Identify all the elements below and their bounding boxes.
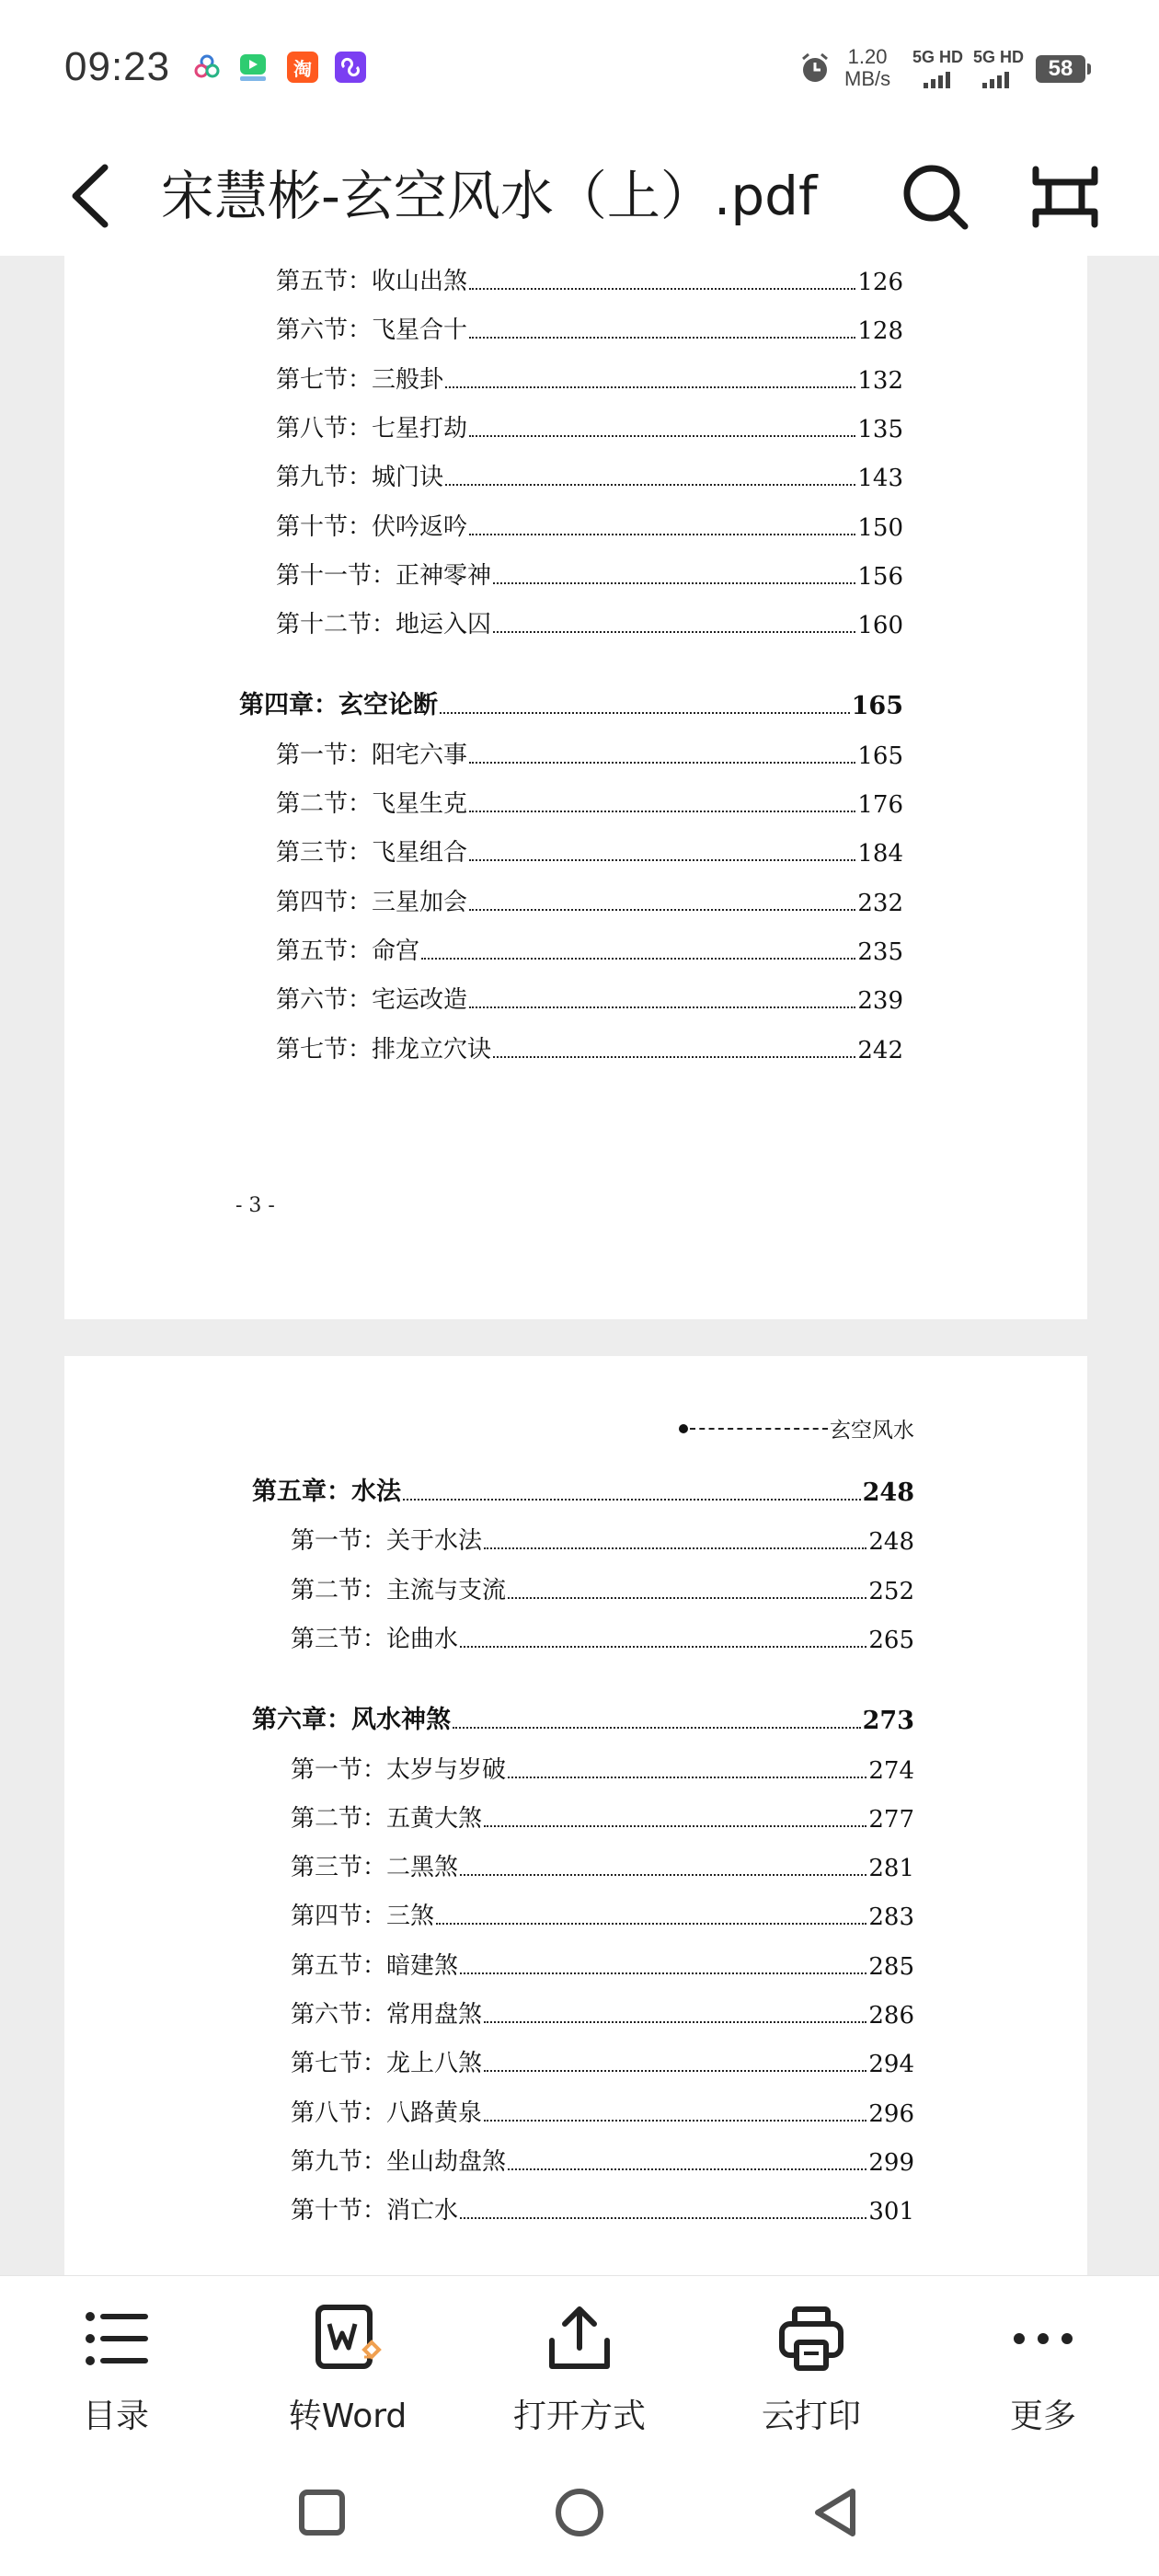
toc-leader-dots bbox=[436, 1923, 866, 1925]
more-button[interactable] bbox=[927, 2276, 1159, 2446]
toc-entry-page: 135 bbox=[857, 415, 903, 443]
toc-entry-label: 第五节：收山出煞 bbox=[276, 268, 468, 295]
toc-entry-page: 160 bbox=[857, 612, 903, 640]
toc-section-entry[interactable] bbox=[276, 880, 903, 917]
bottom-toolbar bbox=[0, 2275, 1159, 2446]
toc-entry-page: 235 bbox=[857, 937, 903, 966]
home-icon[interactable] bbox=[547, 2480, 612, 2545]
toc-leader-dots bbox=[453, 1727, 861, 1729]
toc-entry-page: 126 bbox=[857, 269, 903, 296]
title-bar bbox=[0, 138, 1159, 256]
toc-leader-dots bbox=[460, 1972, 866, 1974]
toc-section-entry[interactable] bbox=[291, 2091, 914, 2128]
system-nav-bar bbox=[0, 2445, 1159, 2576]
toc-section-entry[interactable] bbox=[291, 1797, 914, 1834]
toc-leader-dots bbox=[484, 2070, 866, 2072]
header-rule bbox=[690, 1428, 828, 1430]
toc-entry-label: 第八节：八路黄泉 bbox=[291, 2099, 483, 2127]
toc-leader-dots bbox=[460, 1874, 866, 1876]
exit-reader-icon[interactable] bbox=[1027, 158, 1104, 236]
toc-section-entry[interactable] bbox=[276, 782, 903, 819]
toc-entry-label: 第六节：宅运改造 bbox=[276, 986, 468, 1015]
toc-entry-page: 286 bbox=[868, 2002, 914, 2030]
toc-section-entry[interactable] bbox=[291, 1894, 914, 1931]
alarm-icon bbox=[798, 52, 832, 85]
toc-entry-label: 第三节：飞星组合 bbox=[276, 839, 468, 868]
toc-section-entry[interactable] bbox=[276, 554, 903, 591]
status-bar bbox=[0, 0, 1159, 138]
sim2-signal-icon bbox=[982, 72, 1009, 88]
toc-leader-dots bbox=[469, 337, 855, 339]
open-with-button[interactable] bbox=[464, 2276, 695, 2446]
toc-entry-page: 283 bbox=[868, 1903, 914, 1932]
toc-section-entry[interactable] bbox=[276, 407, 903, 443]
toc-entry-label: 第八节：七星打劫 bbox=[276, 414, 468, 443]
toc-section-entry[interactable] bbox=[276, 308, 903, 345]
toc-entry-label: 第九节：坐山劫盘煞 bbox=[291, 2147, 507, 2176]
toc-entry-label: 第六节：常用盘煞 bbox=[291, 2001, 483, 2029]
toc-entry-page: 252 bbox=[868, 1577, 914, 1605]
flower-app-icon bbox=[191, 52, 223, 83]
toc-section-entry[interactable] bbox=[276, 831, 903, 868]
toc-entry-page: 294 bbox=[868, 2051, 914, 2079]
toc-chapter-entry[interactable] bbox=[239, 684, 903, 720]
toc-entry-label: 第七节：三般卦 bbox=[276, 365, 444, 394]
back-icon[interactable] bbox=[57, 155, 131, 237]
toc-entry-label: 第四节：三星加会 bbox=[276, 888, 468, 916]
printer-icon bbox=[775, 2302, 848, 2375]
recent-apps-icon[interactable] bbox=[290, 2480, 354, 2545]
toc-section-entry[interactable] bbox=[276, 1028, 903, 1064]
toc-section-entry[interactable] bbox=[291, 1846, 914, 1882]
toc-entry-label: 第十一节：正神零神 bbox=[276, 561, 492, 590]
page-header bbox=[679, 1413, 914, 1443]
toc-entry-page: 265 bbox=[868, 1626, 914, 1654]
toc-entry-label: 第三节：论曲水 bbox=[291, 1625, 459, 1653]
toc-leader-dots bbox=[469, 534, 855, 535]
toc-section-entry[interactable] bbox=[276, 603, 903, 639]
toc-entry-label: 第二节：飞星生克 bbox=[276, 790, 468, 818]
network-speed-value: 1.20 bbox=[847, 45, 888, 68]
toc-entry-page: 301 bbox=[868, 2198, 914, 2226]
toc-leader-dots bbox=[484, 2120, 866, 2122]
toc-entry-page: 281 bbox=[868, 1855, 914, 1883]
toc-section-entry[interactable] bbox=[276, 733, 903, 770]
toc-entry-page: 165 bbox=[857, 742, 903, 770]
toc-section-entry[interactable] bbox=[276, 358, 903, 395]
toc-entry-page: 274 bbox=[868, 1756, 914, 1785]
toc-button[interactable] bbox=[0, 2276, 232, 2446]
toc-entry-page: 184 bbox=[857, 840, 903, 868]
toc-entry-page: 232 bbox=[857, 889, 903, 917]
toc-entry-label: 第九节：城门诀 bbox=[276, 464, 444, 492]
network-speed-unit: MB/s bbox=[844, 67, 891, 90]
toc-entry-label: 第七节：排龙立穴诀 bbox=[276, 1035, 492, 1064]
toc-entry-label: 第四节：三煞 bbox=[291, 1903, 435, 1931]
toc-leader-dots bbox=[484, 2021, 866, 2023]
toc-entry-page: 132 bbox=[857, 366, 903, 395]
toc-entry-label: 第四章：玄空论断 bbox=[239, 691, 438, 720]
toc-entry-page: 242 bbox=[857, 1036, 903, 1064]
toc-leader-dots bbox=[445, 484, 855, 486]
toc-leader-dots bbox=[469, 859, 855, 861]
toc-chapter-entry[interactable] bbox=[252, 1470, 914, 1507]
toc-entry-label: 第五章：水法 bbox=[252, 1478, 401, 1506]
status-time: 09:23 bbox=[64, 44, 171, 89]
link-app-icon bbox=[335, 52, 366, 83]
toc-section-entry[interactable] bbox=[291, 2189, 914, 2225]
sim2-label: 5G HD bbox=[973, 48, 1025, 66]
toc-button-label: 目录 bbox=[82, 2398, 149, 2435]
page-number: - 3 - bbox=[235, 1194, 275, 1217]
toc-leader-dots bbox=[469, 1006, 855, 1008]
toc-leader-dots bbox=[493, 1056, 855, 1058]
back-nav-icon[interactable] bbox=[805, 2480, 869, 2545]
pdf-page-3 bbox=[64, 256, 1087, 1319]
toc-leader-dots bbox=[403, 1499, 861, 1501]
toc-section-entry[interactable] bbox=[291, 1944, 914, 1981]
toc-leader-dots bbox=[469, 811, 855, 812]
toc-entry-label: 第十节：伏吟返吟 bbox=[276, 512, 468, 541]
toc-entry-page: 176 bbox=[857, 791, 903, 819]
toc-entry-label: 第七节：龙上八煞 bbox=[291, 2050, 483, 2078]
toc-leader-dots bbox=[460, 1646, 866, 1648]
header-title: 玄空风水 bbox=[830, 1419, 914, 1443]
toc-leader-dots bbox=[508, 1777, 866, 1778]
cloud-print-button[interactable] bbox=[695, 2276, 927, 2446]
video-app-icon bbox=[237, 52, 269, 83]
word-convert-icon bbox=[311, 2302, 384, 2375]
toc-entry-page: 285 bbox=[868, 1952, 914, 1981]
toc-section-entry[interactable] bbox=[291, 2140, 914, 2177]
toc-entry-page: 248 bbox=[868, 1528, 914, 1557]
convert-word-button[interactable] bbox=[232, 2276, 464, 2446]
toc-section-entry[interactable] bbox=[291, 1569, 914, 1605]
toc-leader-dots bbox=[440, 712, 850, 714]
toc-leader-dots bbox=[493, 631, 855, 633]
toc-leader-dots bbox=[469, 288, 855, 290]
network-speed bbox=[844, 46, 890, 90]
toc-entry-page: 273 bbox=[862, 1707, 914, 1736]
toc-leader-dots bbox=[484, 1547, 866, 1549]
toc-entry-label: 第二节：主流与支流 bbox=[291, 1576, 507, 1604]
toc-leader-dots bbox=[484, 1825, 866, 1827]
toc-section-entry[interactable] bbox=[291, 1519, 914, 1556]
toc-leader-dots bbox=[469, 435, 855, 437]
toc-section-entry[interactable] bbox=[276, 259, 903, 296]
toc-entry-label: 第一节：关于水法 bbox=[291, 1527, 483, 1556]
toc-entry-label: 第十二节：地运入囚 bbox=[276, 611, 492, 639]
more-dots-icon bbox=[1006, 2302, 1080, 2375]
toc-entry-label: 第五节：暗建煞 bbox=[291, 1951, 459, 1980]
toc-entry-label: 第六章：风水神煞 bbox=[252, 1706, 451, 1735]
toc-leader-dots bbox=[469, 762, 855, 764]
open-with-label: 打开方式 bbox=[512, 2398, 646, 2435]
toc-leader-dots bbox=[493, 582, 855, 584]
toc-section-entry[interactable] bbox=[291, 1993, 914, 2030]
toc-section-entry[interactable] bbox=[276, 505, 903, 542]
taobao-app-icon: 淘 bbox=[287, 52, 318, 83]
document-title: 宋慧彬-玄空风水（上）.pdf bbox=[161, 165, 818, 227]
battery-icon: 58 bbox=[1036, 55, 1085, 83]
toc-entry-page: 128 bbox=[857, 317, 903, 346]
sim1-label: 5G HD bbox=[912, 48, 964, 66]
header-bullet bbox=[679, 1424, 688, 1433]
pdf-page-4 bbox=[64, 1356, 1087, 2275]
toc-leader-dots bbox=[460, 2217, 866, 2219]
toc-entry-label: 第六节：飞星合十 bbox=[276, 316, 468, 345]
toc-entry-page: 248 bbox=[862, 1478, 914, 1507]
list-icon bbox=[79, 2302, 153, 2375]
toc-entry-label: 第五节：命宫 bbox=[276, 937, 420, 965]
toc-entry-page: 277 bbox=[868, 1805, 914, 1834]
toc-section-entry[interactable] bbox=[276, 929, 903, 966]
more-label: 更多 bbox=[1009, 2398, 1076, 2435]
toc-leader-dots bbox=[445, 386, 855, 388]
toc-section-entry[interactable] bbox=[291, 2041, 914, 2078]
toc-section-entry[interactable] bbox=[276, 455, 903, 492]
toc-entry-page: 239 bbox=[857, 987, 903, 1016]
toc-entry-label: 第二节：五黄大煞 bbox=[291, 1804, 483, 1833]
sim1-signal-icon bbox=[924, 72, 950, 88]
toc-section-entry[interactable] bbox=[276, 978, 903, 1015]
search-icon[interactable] bbox=[897, 158, 974, 236]
toc-entry-label: 第一节：太岁与岁破 bbox=[291, 1755, 507, 1784]
pdf-viewer[interactable] bbox=[0, 256, 1159, 2275]
toc-entry-label: 第十节：消亡水 bbox=[291, 2197, 459, 2225]
toc-section-entry[interactable] bbox=[291, 1748, 914, 1785]
toc-leader-dots bbox=[508, 2168, 866, 2170]
toc-entry-label: 第一节：阳宅六事 bbox=[276, 741, 468, 769]
toc-entry-page: 296 bbox=[868, 2099, 914, 2128]
toc-entry-label: 第三节：二黑煞 bbox=[291, 1854, 459, 1882]
share-icon bbox=[543, 2302, 616, 2375]
toc-section-entry[interactable] bbox=[291, 1617, 914, 1654]
toc-entry-page: 150 bbox=[857, 513, 903, 542]
toc-entry-page: 165 bbox=[851, 692, 903, 721]
toc-leader-dots bbox=[469, 909, 855, 911]
toc-entry-page: 143 bbox=[857, 465, 903, 493]
toc-leader-dots bbox=[508, 1597, 866, 1599]
toc-leader-dots bbox=[421, 958, 855, 960]
convert-word-label: 转Word bbox=[288, 2398, 407, 2435]
cloud-print-label: 云打印 bbox=[761, 2398, 861, 2435]
toc-chapter-entry[interactable] bbox=[252, 1698, 914, 1735]
toc-entry-page: 156 bbox=[857, 562, 903, 591]
toc-entry-page: 299 bbox=[868, 2148, 914, 2177]
